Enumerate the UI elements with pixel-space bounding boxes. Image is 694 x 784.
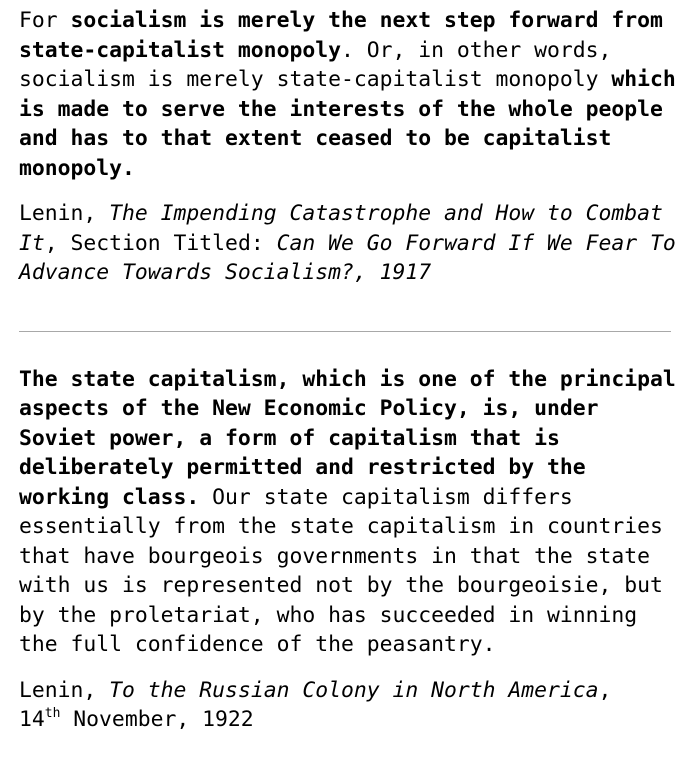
quote-2-rest: Our state capitalism differs essentially from the state capitalism in countries that have bourgeois governments in that the state with us is represented not by the bourgeoisie, but by the proletariat, who has succeeded in winning the full confidence of the peasantry. bbox=[19, 484, 663, 657]
citation-1 bbox=[19, 199, 676, 288]
quote-1-lead: For bbox=[19, 8, 71, 33]
citation-1-middle: , Section Titled: bbox=[44, 230, 277, 256]
quote-1 bbox=[19, 6, 676, 183]
quote-1-bold-2: which is made to serve the interests of the whole people and has to that extent ceased to be capitalist monopoly. bbox=[19, 67, 676, 181]
section-divider bbox=[19, 331, 671, 332]
quote-1-bold-1: socialism is merely the next step forward from state-capitalist monopoly bbox=[19, 8, 663, 63]
citation-2-comma: , bbox=[598, 677, 612, 703]
citation-1-section: Can We Go Forward If We Fear To Advance Towards Socialism?, 1917 bbox=[19, 230, 676, 285]
citation-1-work: The Impending Catastrophe and How to Combat It bbox=[19, 201, 663, 256]
quote-2-bold: The state capitalism, which is one of the principal aspects of the New Economic Policy, is, under Soviet power, a form of capitalism that is deliberately permitted and restricted by the working class. bbox=[19, 366, 676, 510]
citation-2-day-suffix: th bbox=[44, 706, 61, 721]
quote-1-mid: . Or, in other words, socialism is merely state-capitalist monopoly bbox=[19, 37, 612, 92]
citation-2-author: Lenin, bbox=[19, 677, 110, 703]
citation-2-work: To the Russian Colony in North America bbox=[109, 677, 599, 703]
citation-2-day: 14 bbox=[19, 707, 45, 732]
quote-2 bbox=[19, 365, 676, 660]
citation-2-date-rest: November, 1922 bbox=[60, 707, 254, 732]
citation-2 bbox=[19, 676, 676, 735]
citation-1-author: Lenin, bbox=[19, 201, 110, 226]
